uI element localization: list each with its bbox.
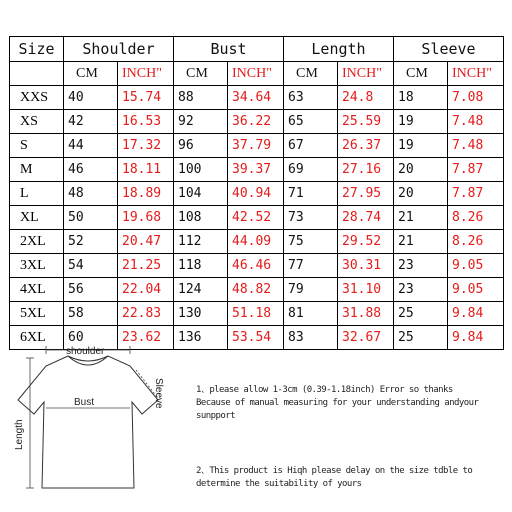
sleeve-inch-cell: 7.08 bbox=[448, 86, 504, 110]
bust-inch-cell: 44.09 bbox=[228, 230, 284, 254]
length-inch-cell: 31.88 bbox=[338, 302, 394, 326]
shoulder-inch-cell: 23.62 bbox=[118, 326, 174, 350]
shoulder-inch-cell: 15.74 bbox=[118, 86, 174, 110]
inch-header: INCH" bbox=[338, 62, 394, 86]
length-inch-cell: 29.52 bbox=[338, 230, 394, 254]
size-cell: L bbox=[10, 182, 64, 206]
size-chart-table bbox=[9, 36, 504, 350]
sleeve-cm-cell: 21 bbox=[394, 230, 448, 254]
bust-inch-cell: 36.22 bbox=[228, 110, 284, 134]
shoulder-cm-cell: 54 bbox=[64, 254, 118, 278]
length-cm-cell: 71 bbox=[284, 182, 338, 206]
cm-header: CM bbox=[394, 62, 448, 86]
bust-inch-cell: 37.79 bbox=[228, 134, 284, 158]
sleeve-cm-cell: 23 bbox=[394, 254, 448, 278]
sleeve-inch-cell: 7.48 bbox=[448, 110, 504, 134]
length-label: Length bbox=[14, 419, 25, 450]
shoulder-cm-cell: 50 bbox=[64, 206, 118, 230]
length-cm-cell: 83 bbox=[284, 326, 338, 350]
length-cm-cell: 75 bbox=[284, 230, 338, 254]
sleeve-inch-cell: 9.84 bbox=[448, 302, 504, 326]
sleeve-inch-cell: 7.87 bbox=[448, 182, 504, 206]
bust-cm-cell: 124 bbox=[174, 278, 228, 302]
size-cell: XL bbox=[10, 206, 64, 230]
bust-inch-cell: 48.82 bbox=[228, 278, 284, 302]
size-cell: M bbox=[10, 158, 64, 182]
size-cell: 6XL bbox=[10, 326, 64, 350]
shoulder-header: Shoulder bbox=[64, 37, 174, 62]
size-cell: XS bbox=[10, 110, 64, 134]
length-cm-cell: 73 bbox=[284, 206, 338, 230]
bust-cm-cell: 100 bbox=[174, 158, 228, 182]
size-header: Size bbox=[10, 37, 64, 62]
sleeve-cm-cell: 20 bbox=[394, 158, 448, 182]
table-row bbox=[10, 110, 504, 134]
size-cell: 5XL bbox=[10, 302, 64, 326]
unit-header-row bbox=[10, 62, 504, 86]
bust-header: Bust bbox=[174, 37, 284, 62]
bust-label: Bust bbox=[74, 397, 95, 408]
sleeve-inch-cell: 9.05 bbox=[448, 254, 504, 278]
shoulder-inch-cell: 20.47 bbox=[118, 230, 174, 254]
table-row bbox=[10, 206, 504, 230]
table-row bbox=[10, 254, 504, 278]
bust-inch-cell: 39.37 bbox=[228, 158, 284, 182]
shoulder-inch-cell: 19.68 bbox=[118, 206, 174, 230]
sleeve-cm-cell: 19 bbox=[394, 110, 448, 134]
bust-inch-cell: 51.18 bbox=[228, 302, 284, 326]
sleeve-inch-cell: 8.26 bbox=[448, 230, 504, 254]
inch-header: INCH" bbox=[228, 62, 284, 86]
tshirt-outline bbox=[18, 356, 158, 488]
header-row bbox=[10, 37, 504, 62]
tshirt-diagram bbox=[8, 342, 178, 502]
length-cm-cell: 77 bbox=[284, 254, 338, 278]
cm-header: CM bbox=[284, 62, 338, 86]
shoulder-cm-cell: 60 bbox=[64, 326, 118, 350]
note-1-line-3: sunpport bbox=[196, 411, 235, 421]
length-inch-cell: 27.95 bbox=[338, 182, 394, 206]
bust-cm-cell: 88 bbox=[174, 86, 228, 110]
size-cell: 4XL bbox=[10, 278, 64, 302]
shoulder-inch-cell: 22.83 bbox=[118, 302, 174, 326]
bust-inch-cell: 46.46 bbox=[228, 254, 284, 278]
inch-header: INCH" bbox=[118, 62, 174, 86]
length-cm-cell: 81 bbox=[284, 302, 338, 326]
length-cm-cell: 67 bbox=[284, 134, 338, 158]
size-cell: 2XL bbox=[10, 230, 64, 254]
shoulder-inch-cell: 17.32 bbox=[118, 134, 174, 158]
bust-cm-cell: 118 bbox=[174, 254, 228, 278]
sleeve-cm-cell: 25 bbox=[394, 326, 448, 350]
sleeve-inch-cell: 7.48 bbox=[448, 134, 504, 158]
table-row bbox=[10, 158, 504, 182]
size-cell: XXS bbox=[10, 86, 64, 110]
unit-header-blank bbox=[10, 62, 64, 86]
bust-inch-cell: 42.52 bbox=[228, 206, 284, 230]
length-cm-cell: 79 bbox=[284, 278, 338, 302]
shoulder-inch-cell: 18.89 bbox=[118, 182, 174, 206]
sleeve-header: Sleeve bbox=[394, 37, 504, 62]
shoulder-cm-cell: 44 bbox=[64, 134, 118, 158]
sleeve-cm-cell: 25 bbox=[394, 302, 448, 326]
shoulder-cm-cell: 40 bbox=[64, 86, 118, 110]
table-row bbox=[10, 86, 504, 110]
table-row bbox=[10, 182, 504, 206]
cm-header: CM bbox=[174, 62, 228, 86]
shoulder-inch-cell: 22.04 bbox=[118, 278, 174, 302]
sleeve-cm-cell: 23 bbox=[394, 278, 448, 302]
size-cell: 3XL bbox=[10, 254, 64, 278]
sleeve-inch-cell: 9.05 bbox=[448, 278, 504, 302]
shoulder-cm-cell: 56 bbox=[64, 278, 118, 302]
table-row bbox=[10, 302, 504, 326]
shoulder-label: shoulder bbox=[66, 346, 105, 357]
bust-cm-cell: 92 bbox=[174, 110, 228, 134]
shoulder-inch-cell: 18.11 bbox=[118, 158, 174, 182]
shoulder-cm-cell: 52 bbox=[64, 230, 118, 254]
sleeve-cm-cell: 21 bbox=[394, 206, 448, 230]
length-inch-cell: 30.31 bbox=[338, 254, 394, 278]
table-row bbox=[10, 278, 504, 302]
note-2-line-1: 2、This product is Hiqh please delay on the size tdble to bbox=[196, 466, 473, 476]
bust-cm-cell: 96 bbox=[174, 134, 228, 158]
cm-header: CM bbox=[64, 62, 118, 86]
shoulder-cm-cell: 46 bbox=[64, 158, 118, 182]
bust-inch-cell: 40.94 bbox=[228, 182, 284, 206]
sleeve-cm-cell: 20 bbox=[394, 182, 448, 206]
sleeve-cm-cell: 19 bbox=[394, 134, 448, 158]
bust-cm-cell: 130 bbox=[174, 302, 228, 326]
size-cell: S bbox=[10, 134, 64, 158]
sleeve-cm-cell: 18 bbox=[394, 86, 448, 110]
bust-inch-cell: 34.64 bbox=[228, 86, 284, 110]
note-2-line-2: determine the suitability of yours bbox=[196, 479, 362, 489]
length-inch-cell: 27.16 bbox=[338, 158, 394, 182]
length-cm-cell: 63 bbox=[284, 86, 338, 110]
length-inch-cell: 31.10 bbox=[338, 278, 394, 302]
length-inch-cell: 24.8 bbox=[338, 86, 394, 110]
inch-header: INCH" bbox=[448, 62, 504, 86]
length-inch-cell: 32.67 bbox=[338, 326, 394, 350]
length-inch-cell: 28.74 bbox=[338, 206, 394, 230]
sleeve-inch-cell: 9.84 bbox=[448, 326, 504, 350]
sleeve-inch-cell: 7.87 bbox=[448, 158, 504, 182]
shoulder-cm-cell: 42 bbox=[64, 110, 118, 134]
sleeve-inch-cell: 8.26 bbox=[448, 206, 504, 230]
length-cm-cell: 65 bbox=[284, 110, 338, 134]
shoulder-inch-cell: 16.53 bbox=[118, 110, 174, 134]
length-inch-cell: 25.59 bbox=[338, 110, 394, 134]
sleeve-label: Sleeve bbox=[153, 378, 164, 409]
bust-cm-cell: 108 bbox=[174, 206, 228, 230]
bust-cm-cell: 136 bbox=[174, 326, 228, 350]
bust-inch-cell: 53.54 bbox=[228, 326, 284, 350]
shoulder-cm-cell: 58 bbox=[64, 302, 118, 326]
table-row bbox=[10, 230, 504, 254]
shoulder-inch-cell: 21.25 bbox=[118, 254, 174, 278]
table-row bbox=[10, 134, 504, 158]
length-cm-cell: 69 bbox=[284, 158, 338, 182]
length-header: Length bbox=[284, 37, 394, 62]
note-1-line-1: 1、please allow 1-3cm (0.39-1.18inch) Error so thanks bbox=[196, 385, 453, 395]
shoulder-cm-cell: 48 bbox=[64, 182, 118, 206]
note-1-line-2: Because of manual measuring for your understanding andyour bbox=[196, 398, 479, 408]
bust-cm-cell: 104 bbox=[174, 182, 228, 206]
length-inch-cell: 26.37 bbox=[338, 134, 394, 158]
bust-cm-cell: 112 bbox=[174, 230, 228, 254]
